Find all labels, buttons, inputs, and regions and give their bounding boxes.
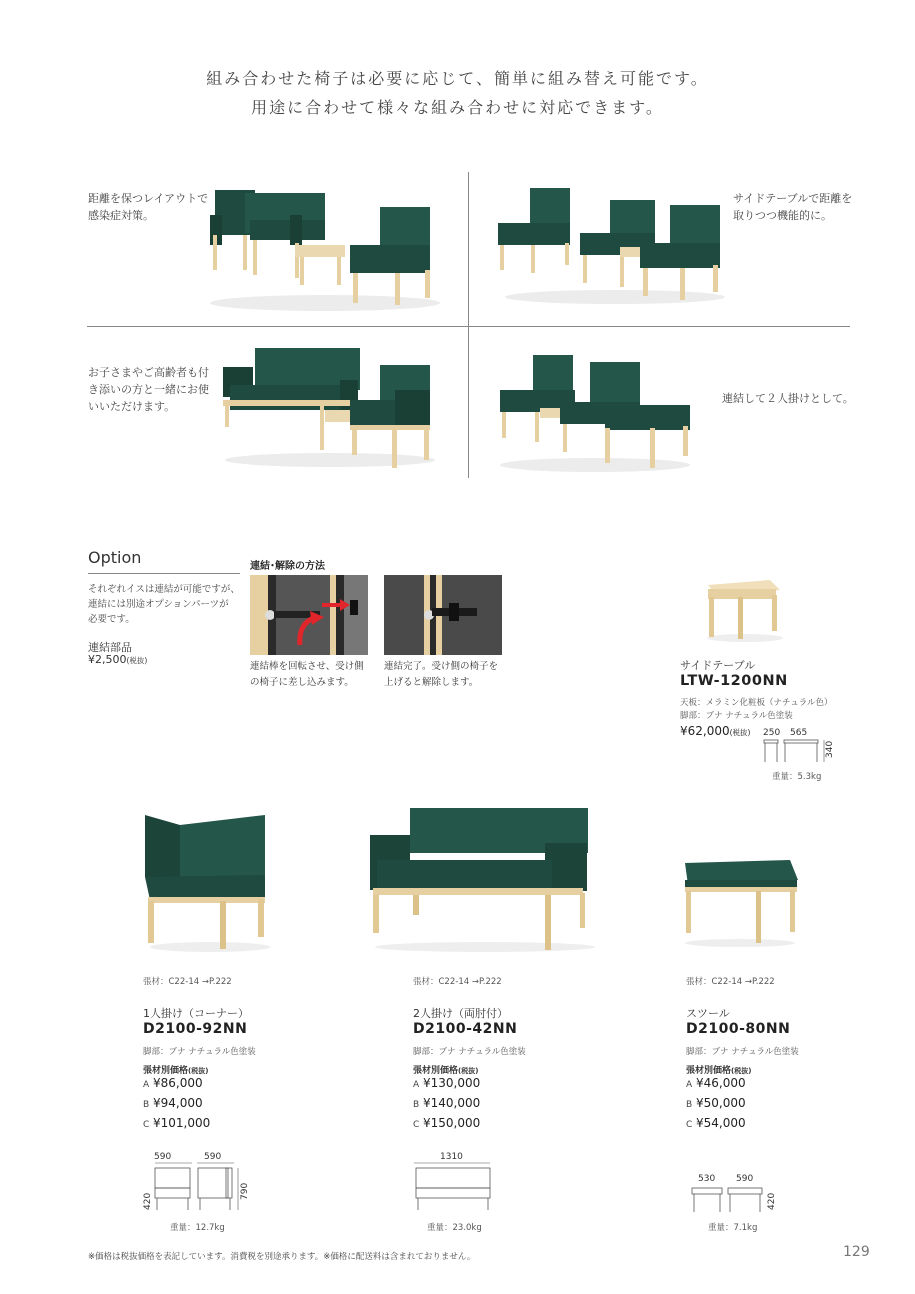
layout-caption-4: 連結して２人掛けとして。 [722,392,854,405]
headline-line-1: 組み合わせた椅子は必要に応じて、簡単に組み替え可能です。 [206,69,709,88]
option-description: それぞれイスは連結が可能ですが、 連結には別途オプションパーツが 必要です。 [88,584,240,625]
product-2-name: 2人掛け（両肘付） [413,1007,508,1020]
side-table-spec-2: 脚部：ブナ ナチュラル色塗装 [680,711,793,721]
side-table-dim-w: 250 [763,728,781,738]
layout-caption-2: サイドテーブルで距離を 取りつつ機能的に。 [733,192,853,222]
side-table-model: LTW-1200NN [680,673,788,689]
product-1-price-b: B ¥94,000 [143,1096,203,1110]
side-table-photo [700,575,785,645]
product-2-leg: 脚部：ブナ ナチュラル色塗装 [413,1047,526,1057]
side-table-dim-d: 565 [790,728,808,738]
product-photo-sofa [365,805,595,955]
layout-caption-3: お子さまやご高齢者も付 き添いの方と一緒にお使 いいただけます。 [88,366,209,413]
side-table-price: ¥62,000 [680,724,730,738]
product-1-price-c: C ¥101,000 [143,1116,211,1130]
side-table-price-row [680,724,750,738]
product-1-dim-3: 420 [143,1192,153,1210]
side-table-dim-h: 340 [825,740,835,758]
product-2-price-c: C ¥150,000 [413,1116,481,1130]
product-1-dim-4: 790 [240,1182,250,1200]
product-1-weight: 重量：12.7kg [170,1223,225,1233]
product-3-price-a: A ¥46,000 [686,1076,746,1090]
page-number: 129 [843,1244,870,1260]
product-1-model: D2100-92NN [143,1021,248,1037]
side-table-name: サイドテーブル [680,659,756,672]
product-2-dim-1: 1310 [440,1152,463,1162]
layout-photo-4 [495,350,695,475]
method-title: 連結･解除の方法 [250,561,325,572]
product-3-price-b: B ¥50,000 [686,1096,746,1110]
product-1-prices [143,1074,210,1134]
side-table-dimension-drawing [760,724,835,764]
option-part-price-row [88,653,147,666]
product-photo-stool [680,855,800,950]
product-2-material: 張材：C22-14 →P.222 [413,977,502,987]
product-3-material: 張材：C22-14 →P.222 [686,977,775,987]
product-2-weight: 重量：23.0kg [427,1223,482,1233]
product-1-dim-2: 590 [204,1152,222,1162]
product-2-price-b: B ¥140,000 [413,1096,481,1110]
option-underline [88,573,240,574]
headline-line-2: 用途に合わせて様々な組み合わせに対応できます。 [251,98,664,117]
product-1-price-a: A ¥86,000 [143,1076,203,1090]
side-table-spec-1: 天板：メラミン化粧板（ナチュラル色） [680,698,833,708]
product-2-price-a: A ¥130,000 [413,1076,481,1090]
product-3-price-label: 張材別価格(税抜) [686,1066,752,1076]
method-step-2: 連結完了。受け側の椅子を 上げると解除します。 [384,661,499,688]
side-table-tax: (税抜) [729,728,751,737]
option-part-label: 連結部品 [88,641,132,654]
product-3-prices [686,1074,746,1134]
product-1-price-label: 張材別価格(税抜) [143,1066,209,1076]
product-3-dim-3: 420 [767,1192,777,1210]
product-1-dimension-drawing [140,1148,250,1218]
product-2-prices [413,1074,480,1134]
layout-photo-1 [205,185,445,315]
side-table-weight: 重量：5.3kg [772,772,822,782]
layout-caption-1: 距離を保つレイアウトで 感染症対策。 [88,192,209,222]
product-1-leg: 脚部：ブナ ナチュラル色塗装 [143,1047,256,1057]
grid-vertical-divider [468,172,469,478]
option-part-price: ¥2,500 [88,653,127,666]
footer-note: ※価格は税抜価格を表記しています。消費税を別途承ります。※価格に配送料は含まれておりません。 [88,1252,476,1262]
product-1-name: 1人掛け（コーナー） [143,1007,249,1020]
product-3-model: D2100-80NN [686,1021,791,1037]
product-2-model: D2100-42NN [413,1021,518,1037]
layout-photo-3 [220,345,435,470]
product-3-dimension-drawing [688,1170,778,1218]
product-3-dim-1: 530 [698,1174,716,1184]
layout-photo-2 [495,185,725,310]
product-1-dim-1: 590 [154,1152,172,1162]
method-step-1: 連結棒を回転させ、受け側 の椅子に差し込みます。 [250,661,364,688]
product-2-price-label: 張材別価格(税抜) [413,1066,479,1076]
product-3-dim-2: 590 [736,1174,754,1184]
product-3-leg: 脚部：ブナ ナチュラル色塗装 [686,1047,799,1057]
product-photo-corner-chair [140,805,270,955]
product-1-material: 張材：C22-14 →P.222 [143,977,232,987]
connector-photo-1 [250,575,368,655]
product-2-dimension-drawing [410,1148,495,1218]
product-3-price-c: C ¥54,000 [686,1116,746,1130]
product-3-name: スツール [686,1007,730,1020]
connector-photo-2 [384,575,502,655]
grid-horizontal-divider [87,326,850,327]
option-part-tax: (税抜) [126,656,148,665]
option-title: Option [88,548,142,567]
product-3-weight: 重量：7.1kg [708,1223,758,1233]
